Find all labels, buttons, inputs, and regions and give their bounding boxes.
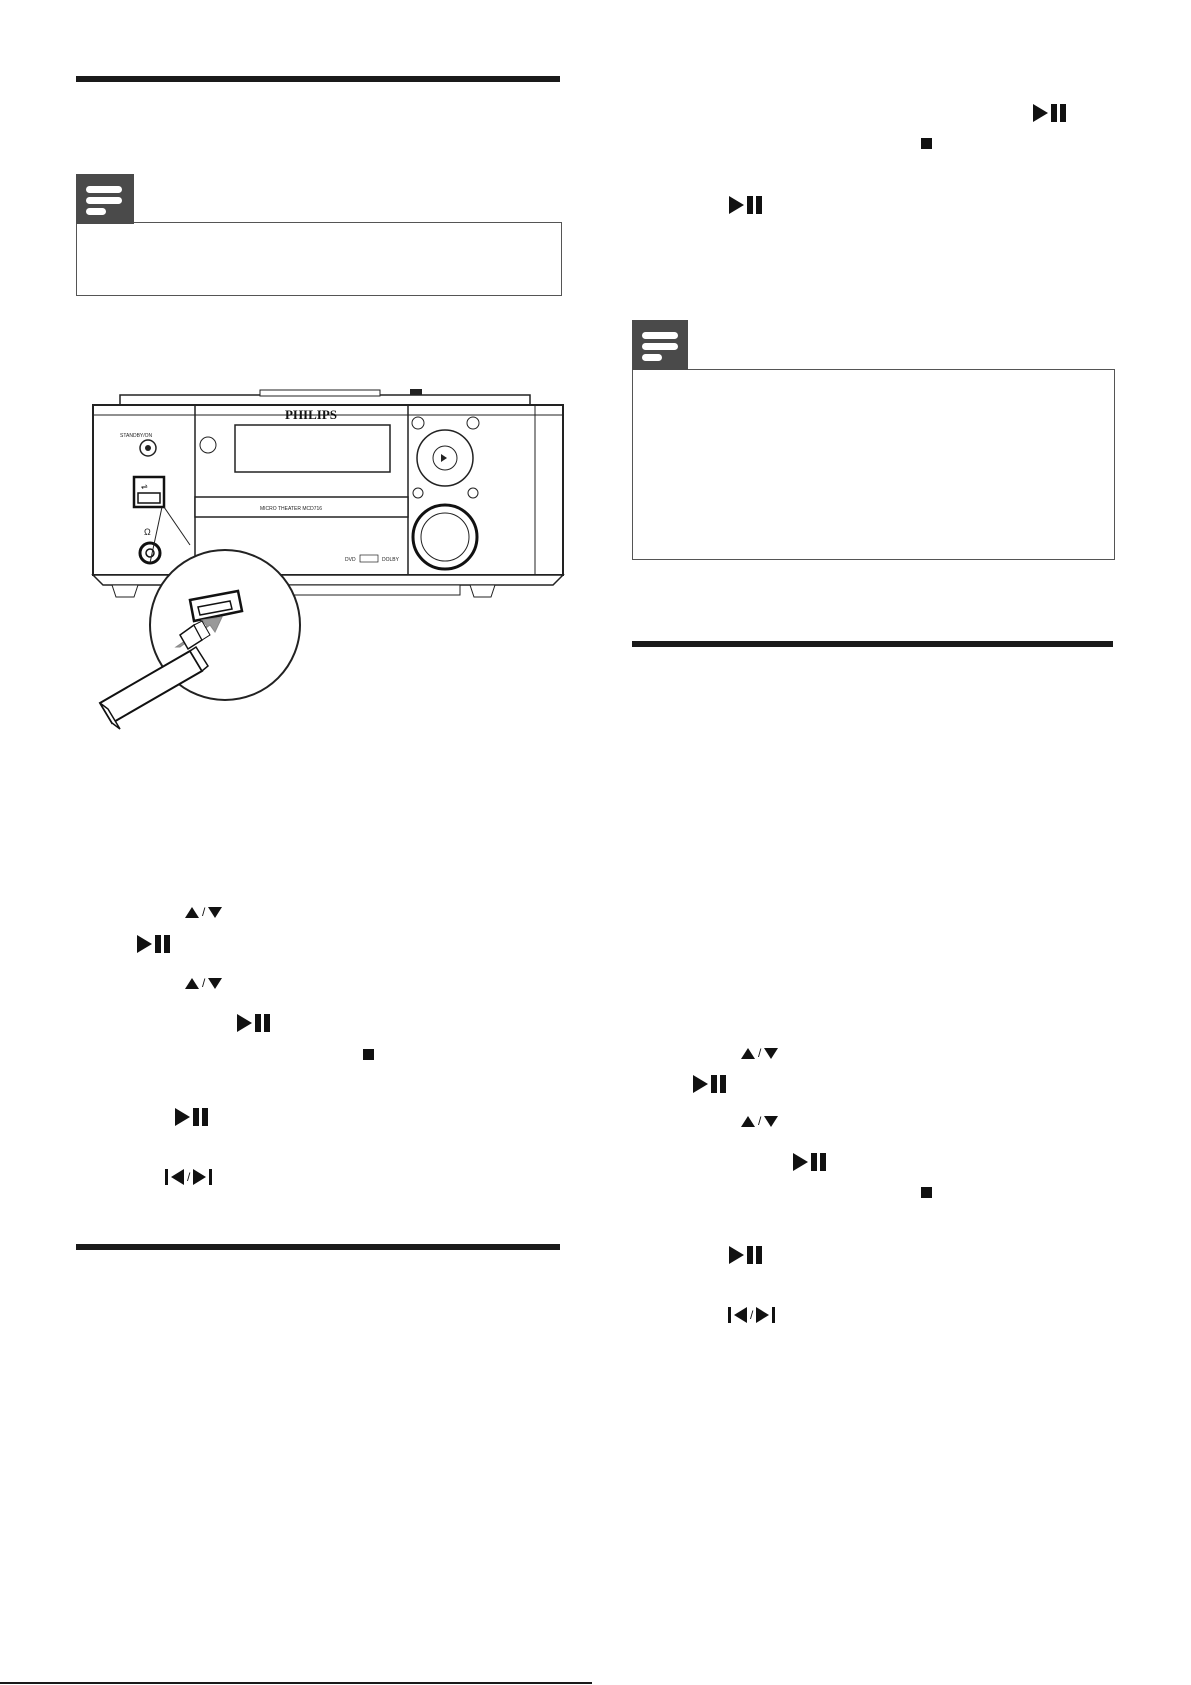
stop-icon — [921, 138, 932, 149]
svg-text:MICRO THEATER MCD716: MICRO THEATER MCD716 — [260, 506, 323, 512]
up-down-arrows-icon: / — [741, 1115, 778, 1127]
svg-text:⇌: ⇌ — [141, 482, 148, 491]
section-rule-bottom-left — [76, 1244, 560, 1250]
stop-icon — [363, 1049, 374, 1060]
section-rule-top-left — [76, 76, 560, 82]
svg-text:DVD: DVD — [345, 557, 356, 563]
stop-icon — [921, 1187, 932, 1198]
note-icon — [632, 320, 688, 370]
footer-rule — [0, 1682, 592, 1684]
up-down-arrows-icon: / — [185, 977, 222, 989]
svg-text:PHILIPS: PHILIPS — [285, 407, 338, 422]
play-pause-icon — [693, 1075, 726, 1093]
svg-text:STANDBY/ON: STANDBY/ON — [120, 433, 153, 439]
up-down-arrows-icon: / — [185, 906, 222, 918]
prev-next-icon: / — [728, 1307, 775, 1323]
play-pause-icon — [729, 1246, 762, 1264]
section-rule-right — [632, 641, 1113, 647]
note-box-left — [76, 222, 562, 296]
play-pause-icon — [237, 1014, 270, 1032]
prev-next-icon: / — [165, 1169, 212, 1185]
play-pause-icon — [793, 1153, 826, 1171]
svg-text:DOLBY: DOLBY — [382, 557, 399, 563]
note-icon — [76, 174, 134, 224]
play-pause-icon — [729, 196, 762, 214]
note-box-right — [632, 369, 1115, 560]
up-down-arrows-icon: / — [741, 1047, 778, 1059]
play-pause-icon — [137, 935, 170, 953]
usb-connection-illustration — [90, 385, 570, 740]
play-pause-icon — [1033, 104, 1066, 122]
play-pause-icon — [175, 1108, 208, 1126]
svg-text:Ω: Ω — [144, 527, 151, 537]
